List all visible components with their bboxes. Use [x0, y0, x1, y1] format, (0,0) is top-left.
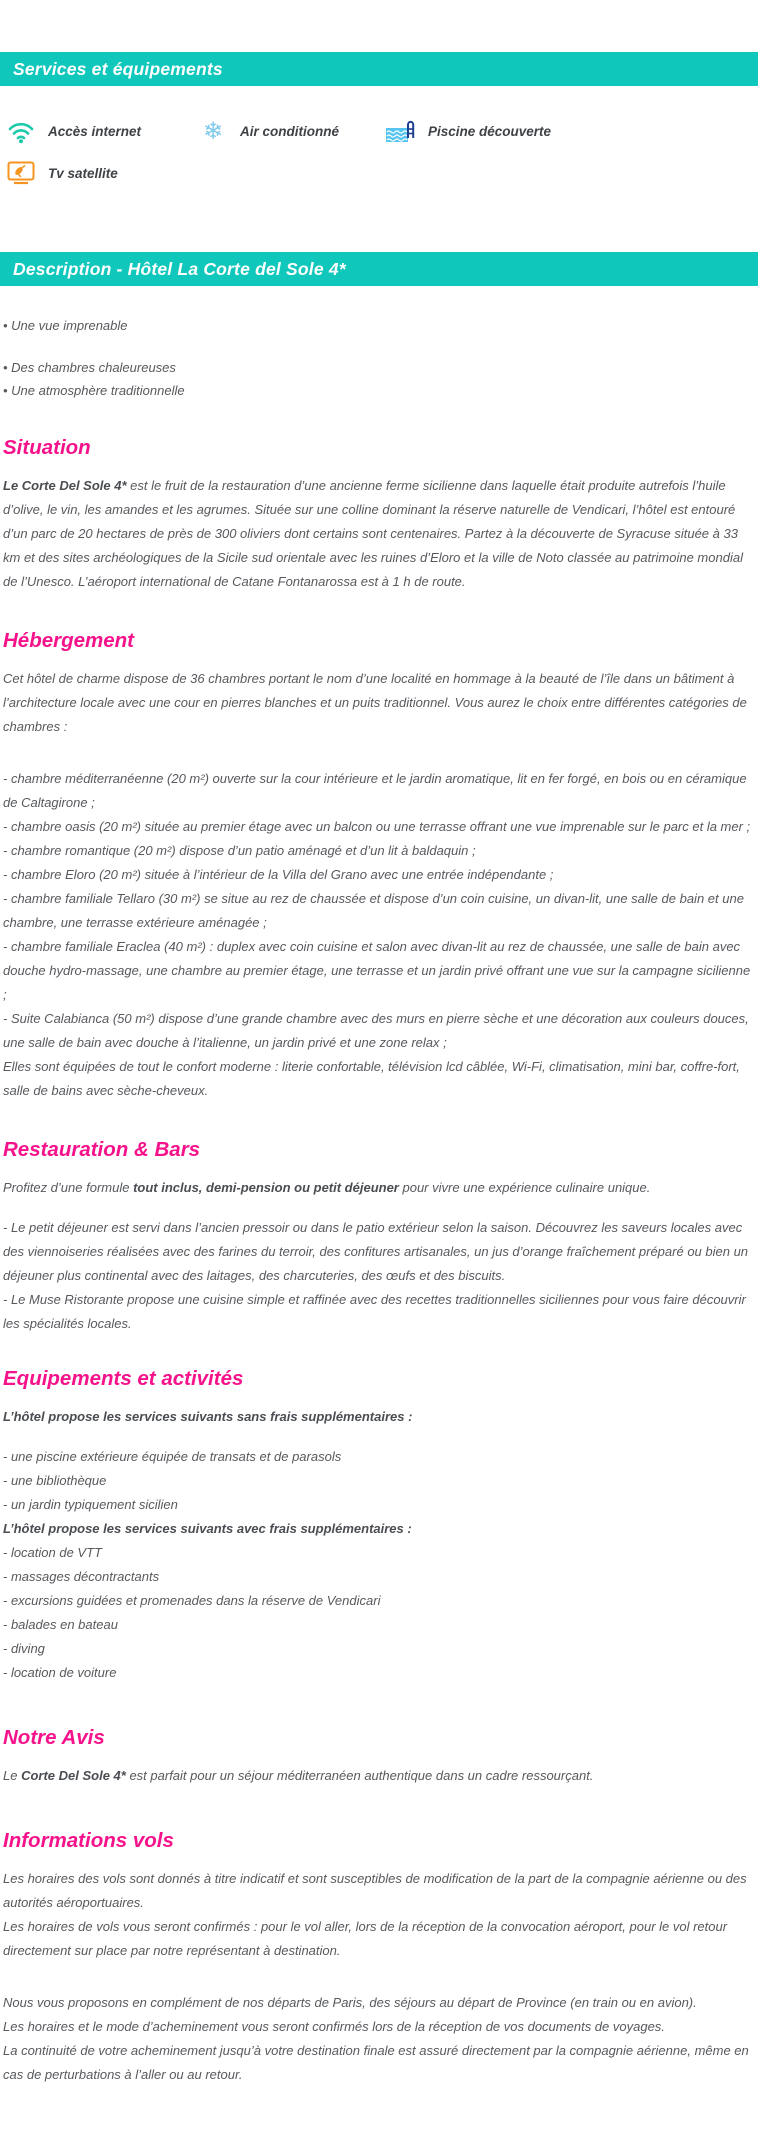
vols-paragraph: Les horaires des vols sont donnés à titre indicatif et sont susceptibles de modification de la part de la compagnie aérienne ou des autorités aéroportuaires.: [3, 1871, 747, 1910]
equipement-paid-item: - excursions guidées et promenades dans la réserve de Vendicari: [3, 1593, 381, 1608]
pool-icon: [386, 118, 416, 144]
description-banner: [0, 252, 758, 286]
situation-hotel-name: Le Corte Del Sole 4*: [3, 478, 127, 493]
rooms-list: [3, 767, 755, 1103]
hebergement-intro: Cet hôtel de charme dispose de 36 chambres portant le nom d’une localité en hommage à la beauté de l’île dans un bâtiment à l’architecture locale avec une cour en pierres blanches et un puits traditionnel. Vous aurez le choix entre différentes catégories de chambres :: [3, 671, 747, 734]
equipements-list: [3, 1445, 755, 1685]
avis-post: est parfait pour un séjour méditerranéen authentique dans un cadre ressourçant.: [125, 1768, 594, 1783]
restauration-intro: [3, 1176, 755, 1200]
services-banner-title: Services et équipements: [13, 58, 223, 79]
restauration-intro-post: pour vivre une expérience culinaire unique.: [398, 1180, 651, 1195]
situation-text: est le fruit de la restauration d’une ancienne ferme sicilienne dans laquelle était produite autrefois l’huile d’olive, le vin, les amandes et les agrumes. Située sur une colline dominant la réserve naturelle de Vendicari, l’hôtel est entouré d’un parc de 20 hectares de près de 300 oliviers dont certains sont centenaires. Partez à la découverte de Syracuse située à 33 km et des sites archéologiques de la Sicile sud orientale avec les ruines d’Eloro et la ville de Noto classée au patrimoine mondial de l’Unesco. L’aéroport international de Catane Fontanarossa est à 1 h de route.: [3, 478, 743, 589]
restauration-list: [3, 1216, 755, 1336]
snowflake-icon: ❄: [202, 117, 224, 145]
vols-paragraph: Les horaires de vols vous seront confirmés : pour le vol aller, lors de la réception de la convocation aéroport, pour le vol retour directement sur place par notre représentant à destination.: [3, 1919, 728, 1958]
room-item: - chambre romantique (20 m²) dispose d’un patio aménagé et d’un lit à baldaquin ;: [3, 843, 476, 858]
vols-block-1: [3, 1867, 755, 1963]
room-item: - Suite Calabianca (50 m²) dispose d’une grande chambre avec des murs en pierre sèche et une décoration aux couleurs douces, une salle de bain avec douche à l’italienne, un jardin privé et une zone relax ;: [3, 1011, 749, 1050]
situation-heading: Situation: [3, 436, 91, 459]
highlight-bullet: • Une vue imprenable: [3, 318, 128, 333]
services-banner: [0, 52, 758, 86]
description-content: [0, 316, 758, 2087]
highlight-bullet: • Une atmosphère traditionnelle: [3, 383, 185, 398]
equipement-paid-item: - location de VTT: [3, 1545, 102, 1560]
equipement-free-item: - une piscine extérieure équipée de transats et de parasols: [3, 1449, 342, 1464]
equipement-paid-item: - balades en bateau: [3, 1617, 118, 1632]
restauration-heading: Restauration & Bars: [3, 1138, 201, 1161]
rooms-comfort-note: Elles sont équipées de tout le confort moderne : literie confortable, télévision lcd câblée, Wi-Fi, climatisation, mini bar, coffre-fort, salle de bains avec sèche-cheveux.: [3, 1059, 740, 1098]
vols-block-2: [3, 1991, 755, 2087]
service-label-air-conditioning: Air conditionné: [240, 123, 339, 139]
room-item: - chambre familiale Tellaro (30 m²) se situe au rez de chaussée et dispose d’un coin cuisine, un divan-lit, une salle de bain et une chambre, une terrasse extérieure aménagée ;: [3, 891, 744, 930]
equipement-free-item: - une bibliothèque: [3, 1473, 107, 1488]
restauration-item: - Le petit déjeuner est servi dans l’ancien pressoir ou dans le patio extérieur selon la saison. Découvrez les saveurs locales avec des viennoiseries réalisées avec des farines du terroir, des confitures artisanales, un jus d’orange fraîchement préparé ou bien un déjeuner plus continental avec des laitages, des charcuteries, des œufs et des biscuits.: [3, 1220, 749, 1283]
equipement-paid-item: - diving: [3, 1641, 45, 1656]
vols-paragraph: Les horaires et le mode d’acheminement vous seront confirmés lors de la réception de vos documents de voyages.: [3, 2019, 665, 2034]
equipements-heading: Equipements et activités: [3, 1367, 244, 1390]
room-item: - chambre oasis (20 m²) située au premier étage avec un balcon ou une terrasse offrant une vue imprenable sur le parc et la mer ;: [3, 819, 751, 834]
situation-paragraph: [3, 474, 755, 594]
restauration-formula: tout inclus, demi-pension ou petit déjeuner: [133, 1180, 399, 1195]
avis-hotel-name: Corte Del Sole 4*: [21, 1768, 126, 1783]
wifi-icon: [6, 118, 36, 144]
room-item: - chambre méditerranéenne (20 m²) ouverte sur la cour intérieure et le jardin aromatique, lit en fer forgé, en bois ou en céramique de Caltagirone ;: [3, 771, 747, 810]
equipements-paid-label: L’hôtel propose les services suivants avec frais supplémentaires :: [3, 1521, 412, 1536]
room-item: - chambre familiale Eraclea (40 m²) : duplex avec coin cuisine et salon avec divan-lit au rez de chaussée, une salle de bain avec douche hydro-massage, une chambre au premier étage, une terrasse et un jardin privé offrant une vue sur la campagne sicilienne ;: [3, 939, 751, 1002]
highlight-bullets: [3, 316, 755, 401]
service-label-pool: Piscine découverte: [428, 123, 552, 139]
avis-heading: Notre Avis: [3, 1726, 105, 1749]
service-label-tv-satellite: Tv satellite: [48, 165, 118, 181]
service-item-pool: [386, 118, 752, 144]
equipement-paid-item: - location de voiture: [3, 1665, 117, 1680]
vols-paragraph: La continuité de votre acheminement jusqu’à votre destination finale est assuré directement par la compagnie aérienne, même en cas de perturbations à l’aller ou au retour.: [3, 2043, 749, 2082]
highlight-bullet: • Des chambres chaleureuses: [3, 360, 176, 375]
service-item-tv-satellite: [6, 160, 198, 186]
avis-pre: Le: [3, 1768, 22, 1783]
services-grid: [0, 118, 758, 186]
tv-satellite-icon: [6, 160, 36, 186]
equipement-paid-item: - massages décontractants: [3, 1569, 160, 1584]
restauration-intro-pre: Profitez d’une formule: [3, 1180, 134, 1195]
restauration-item: - Le Muse Ristorante propose une cuisine simple et raffinée avec des recettes traditionnelles siciliennes pour vous faire découvrir les spécialités locales.: [3, 1292, 746, 1331]
vols-heading: Informations vols: [3, 1829, 174, 1852]
avis-paragraph: [3, 1764, 755, 1788]
service-item-internet: [6, 118, 198, 144]
vols-paragraph: Nous vous proposons en complément de nos départs de Paris, des séjours au départ de Province (en train ou en avion).: [3, 1995, 697, 2010]
service-label-internet: Accès internet: [48, 123, 142, 139]
service-item-air-conditioning: [198, 118, 386, 144]
hebergement-heading: Hébergement: [3, 629, 135, 652]
room-item: - chambre Eloro (20 m²) située à l’intérieur de la Villa del Grano avec une entrée indépendante ;: [3, 867, 554, 882]
description-banner-title: Description - Hôtel La Corte del Sole 4*: [13, 258, 346, 279]
equipement-free-item: - un jardin typiquement sicilien: [3, 1497, 178, 1512]
equipements-free-label: L’hôtel propose les services suivants sans frais supplémentaires :: [3, 1409, 413, 1424]
